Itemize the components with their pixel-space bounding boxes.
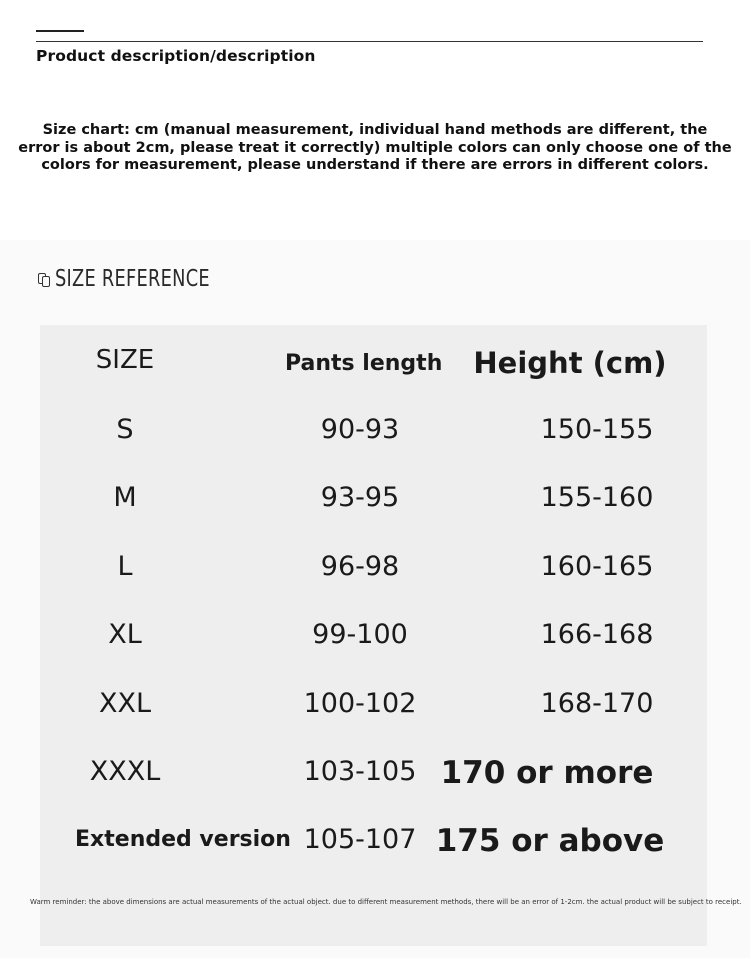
notice-line: error is about 2cm, please treat it correctly) multiple colors can only choose one of the	[18, 139, 732, 156]
table-cell-size: XXXL	[89, 756, 161, 787]
table-cell-height: 160-165	[540, 551, 654, 582]
table-cell-size: Extended version	[75, 827, 291, 852]
table-cell-size: XXL	[98, 688, 152, 719]
table-cell-size: M	[113, 482, 137, 513]
notice-line: Size chart: cm (manual measurement, individual hand methods are different, the	[42, 122, 708, 138]
table-cell-pants-length: 96-98	[320, 551, 400, 582]
table-cell-pants-length: 100-102	[303, 688, 417, 719]
header-size: SIZE	[95, 345, 155, 375]
table-cell-height: 170 or more	[440, 755, 654, 791]
section-heading: Product description/description	[36, 47, 316, 65]
table-cell-pants-length: 105-107	[303, 824, 417, 855]
size-notice	[10, 122, 740, 175]
table-cell-size: L	[117, 551, 133, 582]
table-cell-pants-length: 99-100	[312, 619, 408, 650]
table-cell-height: 175 or above	[435, 823, 665, 859]
warm-reminder-footnote: Warm reminder: the above dimensions are actual measurements of the actual object. due to different measurement methods, there will be an error of 1-2cm. the actual product will be subject to receipt.	[30, 898, 742, 906]
table-cell-size: S	[116, 414, 134, 445]
top-divider	[36, 41, 703, 42]
table-cell-pants-length: 90-93	[320, 414, 400, 445]
table-cell-height: 168-170	[540, 688, 654, 719]
notice-line: colors for measurement, please understand if there are errors in different colors.	[41, 157, 709, 173]
header-pants-length: Pants length	[285, 351, 443, 376]
top-accent-rule	[36, 30, 84, 32]
table-cell-height: 166-168	[540, 619, 654, 650]
size-reference-label: SIZE REFERENCE	[55, 266, 210, 292]
table-cell-height: 155-160	[540, 482, 654, 513]
header-height: Height (cm)	[473, 346, 667, 380]
table-cell-height: 150-155	[540, 414, 654, 445]
copy-icon	[38, 272, 51, 287]
table-cell-pants-length: 93-95	[320, 482, 400, 513]
table-cell-pants-length: 103-105	[303, 756, 417, 787]
table-cell-size: XL	[108, 619, 142, 650]
size-reference-title	[38, 266, 235, 292]
